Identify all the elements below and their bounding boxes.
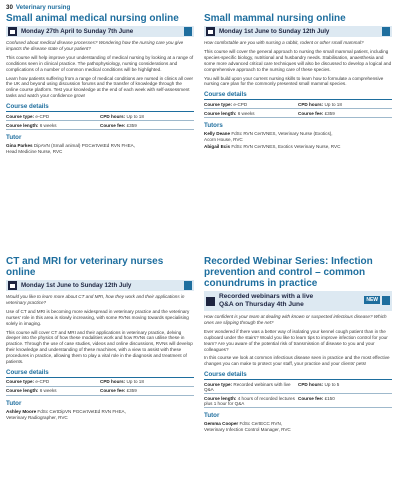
details-row: Course length: 4 hours of recorded lectures plus 1 hour for Q&A Course fee: £150 bbox=[204, 394, 392, 408]
date-bar bbox=[6, 280, 194, 291]
calendar-icon bbox=[8, 281, 17, 290]
course-dates: Monday 1st June to Sunday 12th July bbox=[21, 282, 132, 289]
online-icon bbox=[184, 281, 192, 290]
tutor: Gemma Cooper FdSc CertECC RVN, Veterinary Infection Control Manager, RVC bbox=[204, 421, 291, 432]
course-small-mammal bbox=[204, 13, 392, 149]
webinar-icon bbox=[206, 297, 215, 306]
body-text: This course will help improve your understanding of medical nursing by looking at a range of conditions seen in clinical practice. The pathophysiology, nursing considerations and complications of a number of common medical conditions will be highlighted. bbox=[6, 54, 194, 72]
details-row: Course type: e-CPD CPD hours: Up to 18 bbox=[6, 112, 194, 121]
details-row: Course length: 6 weeks Course fee: £359 bbox=[6, 387, 194, 396]
course-dates: Monday 1st June to Sunday 12th July bbox=[219, 28, 330, 35]
course-title: Small animal medical nursing online bbox=[6, 13, 179, 24]
body-text: Learn how patients suffering from a range of medical conditions are nursed in clinics all over the UK and beyond using discussion forums and the transfer of knowledge through the online course platform. Test your knowledge at the end of each week with self-assessment tasks and watch your confidence grow! bbox=[6, 75, 194, 99]
body-text: This course will cover the general approach to nursing the small mammal patient, including species-specific biology, nutritional and husbandry needs. Stabilisation, anaesthesia and some more advanced critical care techniques will also be discussed to develop a logical and comprehensive approach to the nursing care of these species. bbox=[204, 48, 392, 72]
page-number: 30 bbox=[6, 4, 13, 11]
details-heading: Course details bbox=[204, 371, 392, 380]
details-heading: Course details bbox=[6, 369, 194, 378]
tutor: Abigail Ecis FdSc RVN CertVNES, Exotics Veterinary Nurse, RVC bbox=[204, 143, 341, 149]
tutor-heading: Tutor bbox=[6, 134, 22, 142]
tutor: Kelly Deane FdSc RVN CertVNES, Veterinary Nurse (Exotics), Acorn House, RVC bbox=[204, 131, 333, 142]
date-bar bbox=[6, 26, 194, 37]
details-row: Course type: e-CPD CPD hours: Up to 18 bbox=[6, 378, 194, 387]
details-row: Course type: e-CPD CPD hours: Up to 18 bbox=[204, 100, 392, 109]
course-title: Small mammal nursing online bbox=[204, 13, 346, 24]
details-heading: Course details bbox=[6, 103, 194, 112]
body-text: This course will cover CT and MRI and their applications in veterinary practice, delving deeper into the physics of how these modalities work and how RVNs can utilise these in practice. Through the use of case studies, videos and online discussions, RVNs will develop their knowledge and understanding of these machines, with a view to assist with these procedures in practice, allowing them to play a vital role in the diagnosis and treatment of patients. bbox=[6, 329, 193, 365]
calendar-icon bbox=[206, 27, 215, 36]
intro: Confused about medical disease processes? Wondering how the nursing care you give impacts the disease state of your patient? bbox=[6, 40, 184, 51]
course-small-animal-medical bbox=[6, 13, 194, 154]
body-text: Use of CT and MRI is becoming more widespread in veterinary practice and the veterinary nurses' role in this area is slowly increasing, with some RVNs moving towards specialising solely in imaging. bbox=[6, 308, 190, 326]
tutor: Ashley Moore FdSc CertDipVN PGCertVetEd RVN FHEA, Veterinary Radiographer, RVC bbox=[6, 408, 126, 420]
details-heading: Course details bbox=[204, 91, 392, 100]
course-title: Recorded Webinar Series: Infection prevention and control – common conundrums in practice bbox=[204, 256, 373, 289]
intro: How comfortable are you with nursing a rabbit, rodent or other small mammal? bbox=[204, 40, 364, 45]
online-icon bbox=[382, 296, 390, 305]
intro: How confident is your team at dealing with known or suspected infectious disease? Which ones are slipping through the net? bbox=[204, 314, 387, 325]
tutor-heading: Tutors bbox=[204, 122, 223, 130]
details-row: Course length: 6 weeks Course fee: £359 bbox=[6, 121, 194, 130]
tutor-heading: Tutor bbox=[6, 399, 22, 407]
online-icon bbox=[184, 27, 192, 36]
date-bar bbox=[204, 26, 392, 37]
online-icon bbox=[382, 27, 390, 36]
body-text: You will build upon your current nursing skills to learn how to formulate a comprehensive nursing care plan for the commonly presented small mammal species. bbox=[204, 75, 384, 87]
body-text: In this course we look at common infectious disease seen in practice and the most effective changes you can make to protect your staff, your practice and your clients' pets! bbox=[204, 355, 390, 367]
calendar-icon bbox=[8, 27, 17, 36]
intro: Would you like to learn more about CT and MRI, how they work and their applications in veterinary practice? bbox=[6, 294, 185, 305]
course-title: CT and MRI for veterinary nurses online bbox=[6, 256, 164, 278]
course-infection-webinar bbox=[204, 256, 392, 432]
course-ct-mri bbox=[6, 256, 194, 420]
section-title: Veterinary nursing bbox=[15, 4, 71, 11]
course-dates: Recorded webinars with a live Q&A on Thursday 4th June bbox=[219, 293, 314, 308]
new-badge: NEW bbox=[366, 297, 378, 303]
date-bar bbox=[204, 291, 392, 311]
details-row: Course type: Recorded webinars with live Q&A CPD hours: Up to 5 bbox=[204, 380, 392, 394]
details-row: Course length: 6 weeks Course fee: £359 bbox=[204, 109, 392, 118]
tutor-heading: Tutor bbox=[204, 412, 220, 420]
course-dates: Monday 27th April to Sunday 7th June bbox=[21, 28, 134, 35]
body-text: Ever wondered if there was a better way of isolating your kennel cough patient than in the cupboard under the stairs? Would you like to learn tips to improve infection control for your team? Are you aware of the potential risk of transmission of disease to you and your colleagues? bbox=[204, 328, 388, 352]
page-header bbox=[6, 4, 70, 11]
tutor: Gina Parkes DipAVN (Small animal) PGCertVetEd RVN FHEA, Head Medicine Nurse, RVC bbox=[6, 143, 136, 154]
